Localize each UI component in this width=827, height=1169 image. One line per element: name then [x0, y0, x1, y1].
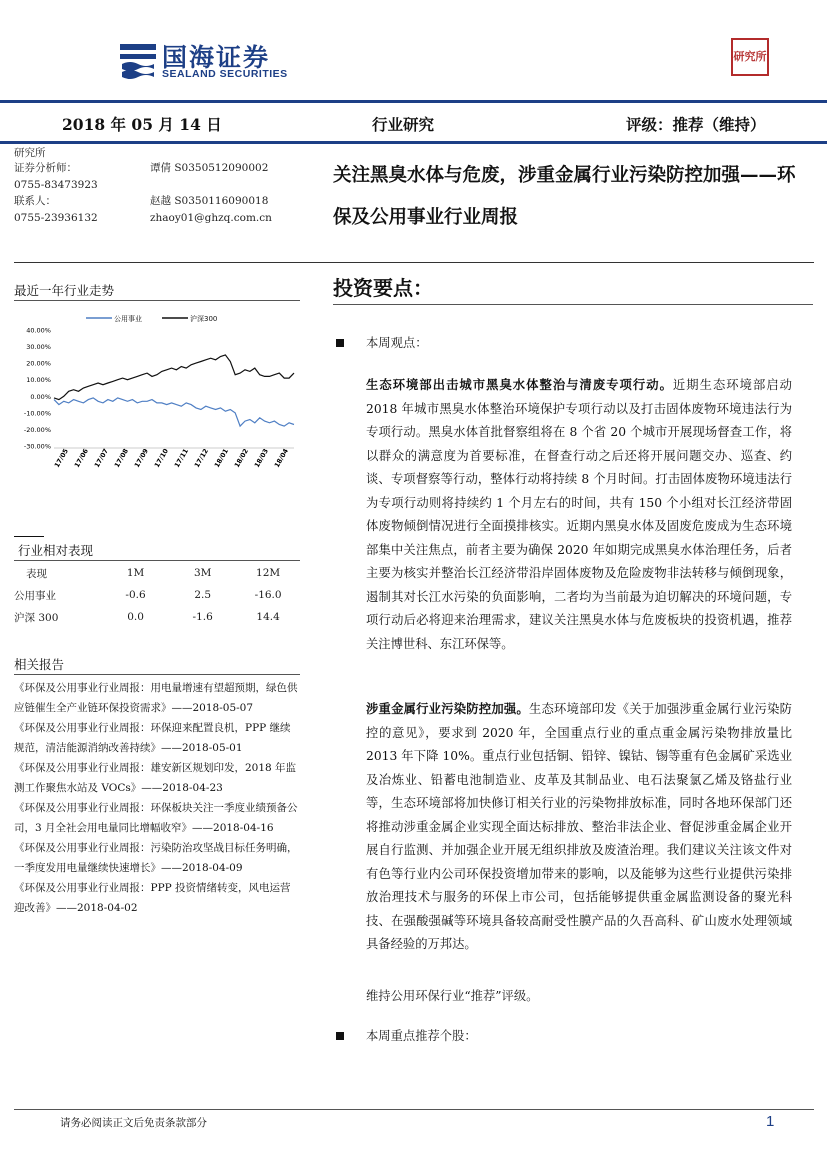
- perf-heading: 行业相对表现: [18, 543, 94, 558]
- paragraph-lead: 涉重金属行业污染防控加强。: [366, 701, 529, 716]
- brand-name-en: SEALAND SECURITIES: [162, 68, 288, 80]
- x-tick-label: 17/06: [72, 447, 90, 469]
- perf-header-row: [14, 562, 300, 584]
- x-tick-label: 18/04: [272, 447, 290, 469]
- plot-area: [54, 355, 294, 426]
- x-tick-label: 17/10: [152, 447, 170, 469]
- related-item[interactable]: 《环保及公用事业行业周报：雄安新区规划印发，2018 年监测工作聚焦水站及 VOCs》——2018-04-23: [14, 762, 297, 794]
- contact-role: 联系人：: [14, 195, 56, 207]
- analyst-dept: 研究所: [14, 147, 46, 159]
- weekly-view-label: 本周观点：: [366, 336, 428, 350]
- y-tick-label: 30.00%: [26, 343, 51, 352]
- perf-divider: [14, 560, 300, 561]
- investment-highlights-heading: 投资要点：: [333, 276, 433, 300]
- report-rating: 评级：推荐（维持）: [626, 115, 766, 134]
- perf-header-cell: 表现: [26, 567, 47, 580]
- header-bar: [0, 100, 827, 144]
- related-item[interactable]: 《环保及公用事业行业周报：用电量增速有望超预期，绿色供应链催生全产业链环保投资需求》——2018-05-07: [14, 682, 298, 714]
- perf-cell: 公用事业: [14, 589, 56, 602]
- perf-cell: -0.6: [125, 589, 146, 601]
- contact-phone: 0755-23936132: [14, 212, 98, 224]
- contact-email[interactable]: zhaoy01@ghzq.com.cn: [150, 212, 272, 224]
- perf-cell: 2.5: [194, 589, 212, 601]
- analyst-role: 证券分析师：: [14, 162, 77, 174]
- series-line-沪深300: [54, 355, 294, 400]
- perf-cell: 0.0: [127, 611, 144, 623]
- legend-label-csi300: 沪深300: [190, 315, 218, 323]
- paragraph-heavy-metal: [366, 697, 792, 957]
- brand-name-cn: 国海证券: [162, 43, 271, 72]
- y-tick-label: 20.00%: [26, 359, 51, 368]
- y-tick-label: 40.00%: [26, 326, 51, 335]
- y-tick-label: -10.00%: [23, 409, 51, 418]
- series-line-公用事业: [54, 398, 294, 426]
- bullet-icon: [336, 339, 344, 347]
- contact-name: 赵越 S0350116090018: [150, 195, 269, 207]
- related-heading: 相关报告: [14, 657, 65, 672]
- research-seal: [731, 38, 769, 76]
- paragraph-body: 近期生态环境部启动 2018 年城市黑臭水体整治环境保护专项行动以及打击固体废物环境违法行为专项行动。黑臭水体首批督察组将在 8 个省 20 个城市开展现场督查工作，将以群众的满意度为首要标准，在督查行动之后还将开展问题交办、巡查、约谈、专项督察等行动，整体行动将持续 8 个月时间。打击固体废物环境违法行为专项行动则将持续约 1 个月左右的时间，共有 150 个小组对长江经济带固体废物倾倒情况进行全面摸排核实。近期内黑臭水体及固废危废成为生态环境部集中关注焦点，前者主要为确保 2020 年如期完成黑臭水体治理任务，后者主要为核实并整治长江经济带沿岸固体废物及危险废物非法转移与倾倒现象，遏制其对长江水污染的负面影响，二者均为当前最为迫切解决的环境问题，专项行动后必将迎来治理需求，建议关注黑臭水体与危废板块的投资机遇，推荐关注博世科、东江环保等。: [366, 378, 792, 651]
- legend-label-utilities: 公用事业: [114, 315, 142, 323]
- x-tick-label: 18/03: [252, 447, 270, 469]
- main-divider: [333, 304, 813, 305]
- paragraph-lead: 生态环境部出击城市黑臭水体整治与清废专项行动。: [366, 377, 673, 392]
- x-tick-label: 17/09: [132, 447, 150, 469]
- bullet-icon: [336, 1032, 344, 1040]
- x-tick-label: 17/12: [192, 447, 210, 469]
- x-axis: [53, 447, 290, 469]
- analyst-name: 谭倩 S0350512090002: [150, 162, 269, 174]
- page-number: 1: [766, 1113, 775, 1130]
- perf-cell: 14.4: [256, 611, 280, 623]
- related-item[interactable]: 《环保及公用事业行业周报：环保迎来配置良机，PPP 继续规范，清洁能源消纳改善持续》——2018-05-01: [14, 722, 291, 754]
- key-stocks-label: 本周重点推荐个股：: [366, 1029, 477, 1043]
- y-tick-label: 0.00%: [30, 392, 51, 401]
- x-tick-label: 17/11: [172, 447, 190, 469]
- trend-heading: 最近一年行业走势: [14, 283, 115, 298]
- perf-cell: 沪深 300: [14, 611, 59, 624]
- related-item[interactable]: 《环保及公用事业行业周报：环保板块关注一季度业绩预备公司，3 月全社会用电量同比增幅收窄》——2018-04-16: [14, 802, 298, 834]
- perf-cell: -16.0: [254, 589, 282, 601]
- perf-row: [14, 606, 300, 628]
- perf-row: [14, 584, 300, 606]
- y-axis: [24, 327, 294, 451]
- paragraph-black-odorous-water: [366, 373, 792, 656]
- analyst-phone: 0755-83473923: [14, 179, 98, 191]
- rating-statement: 维持公用环保行业“推荐”评级。: [366, 989, 539, 1003]
- trend-chart: [14, 306, 300, 478]
- y-tick-label: -20.00%: [23, 425, 51, 434]
- x-tick-label: 17/08: [112, 447, 130, 469]
- seal-text: 研究所: [733, 50, 767, 63]
- x-tick-label: 18/01: [212, 447, 230, 469]
- related-item[interactable]: 《环保及公用事业行业周报：污染防治攻坚战目标任务明确，一季度发用电量继续快速增长》——2018-04-09: [14, 842, 298, 874]
- sealand-logo-icon: [118, 40, 158, 80]
- y-tick-label: -30.00%: [23, 442, 51, 451]
- footer-divider: [14, 1109, 814, 1110]
- related-item[interactable]: 《环保及公用事业行业周报：PPP 投资情绪转变，风电运营迎改善》——2018-04-02: [14, 882, 291, 914]
- perf-header-cell: 12M: [256, 567, 281, 579]
- header-divider: [14, 262, 814, 263]
- x-tick-label: 17/07: [92, 447, 110, 469]
- trend-divider: [14, 300, 300, 301]
- perf-table: [14, 562, 300, 628]
- x-tick-label: 18/02: [232, 447, 250, 469]
- report-category: 行业研究: [372, 115, 435, 134]
- report-title: 关注黑臭水体与危废，涉重金属行业污染防控加强——环保及公用事业行业周报: [333, 165, 796, 228]
- related-divider: [14, 674, 300, 675]
- x-tick-label: 17/05: [52, 447, 70, 469]
- perf-top-mark: [14, 536, 44, 537]
- footer-disclaimer: 请务必阅读正文后免责条款部分: [60, 1117, 207, 1129]
- y-tick-label: 10.00%: [26, 376, 51, 385]
- perf-header-cell: 3M: [193, 567, 212, 579]
- paragraph-body: 生态环境部印发《关于加强涉重金属行业污染防控的意见》，要求到 2020 年，全国重点行业的重点重金属污染物排放量比 2013 年下降 10%。重点行业包括铜、铅锌、镍钴、锡等重有色金属矿采选业及冶炼业、铅蓄电池制造业、皮革及其制品业、电石法聚氯乙烯及铬盐行业等，生态环境部将加快修订相关行业的污染物排放标准，同时各地环保部门还将推动涉重金属企业实现全面达标排放、整治非法企业、督促涉重金属企业开展自行监测、并加强企业开展无组织排放及废渣治理。我们建议关注该文件对有色等行业内公司环保投资增加带来的影响，以及能够为这些行业提供污染排放治理技术与服务的环保上市公司，包括能够提供重金属监测设备的聚光科技、在强酸强碱等环境具备较高耐受性膜产品的久吾高科、矿山废水处理领域具备经验的万邦达。: [366, 702, 792, 951]
- report-date: 2018 年 05 月 14 日: [62, 115, 222, 134]
- perf-cell: -1.6: [192, 611, 213, 623]
- perf-header-cell: 1M: [126, 567, 145, 579]
- related-list: [14, 678, 299, 918]
